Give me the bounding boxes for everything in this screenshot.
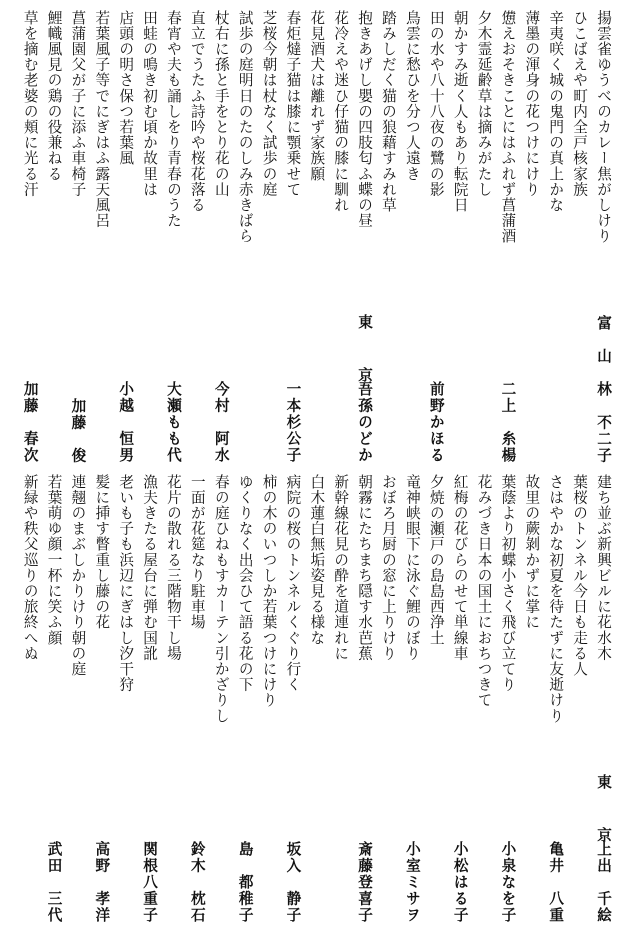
poem-column <box>328 10 352 464</box>
poet-name: 鈴木 枕石 <box>188 841 206 924</box>
poem-column <box>89 10 113 464</box>
haiku-text: 踏みしだく猫の狼藉すみれ草 <box>379 10 397 213</box>
poet-name: 一本杉公子 <box>284 381 302 464</box>
poem-column <box>209 474 233 924</box>
poem-column <box>496 474 520 924</box>
poet-name: 大瀬もも代 <box>164 381 182 464</box>
haiku-text: 草を摘む老婆の頬に光る汗 <box>21 10 39 198</box>
poem-column <box>18 10 42 464</box>
poem-column <box>591 10 615 464</box>
haiku-text: 杖右に孫と手をとり花の山 <box>212 10 230 198</box>
poem-column <box>233 474 257 924</box>
poem-column <box>376 474 400 924</box>
haiku-text: 若葉萌ゆ顔一杯に笑ふ顔 <box>45 474 63 646</box>
poet-location: 東 京 <box>595 774 612 854</box>
haiku-text: 若葉風子等でにぎはふ露天風呂 <box>93 10 111 229</box>
poet-name: 前野かほる <box>427 381 445 464</box>
haiku-text: 抱きあげし嬰の四肢匂ふ蝶の昼 <box>356 10 374 229</box>
haiku-text: 試歩の庭明日のたのしみ赤きばら <box>236 10 254 244</box>
poem-column <box>42 474 66 924</box>
haiku-text: 新緑や秩父巡りの旅終へぬ <box>21 474 39 662</box>
haiku-text: 辛夷咲く城の鬼門の真上かな <box>547 10 565 213</box>
haiku-text: 春宵や夫も誦しをり青春のうた <box>164 10 182 229</box>
haiku-text: 葉蔭より初蝶小さく飛び立てり <box>499 474 517 693</box>
poem-column <box>424 474 448 924</box>
poem-column <box>472 474 496 924</box>
poet-name: 今村 阿水 <box>212 381 230 464</box>
poet-name: 高野 孝洋 <box>93 841 111 924</box>
haiku-text: 店頭の明さ保つ若葉風 <box>117 10 135 166</box>
poem-column <box>185 10 209 464</box>
poem-column <box>18 474 42 924</box>
poem-column <box>304 474 328 924</box>
haiku-text: 竜神峡眼下に泳ぐ鯉のぼり <box>403 474 421 662</box>
poem-column <box>185 474 209 924</box>
poem-column <box>257 474 281 924</box>
haiku-text: 夕焼の瀬戸の島島西浄土 <box>427 474 445 646</box>
lower-section <box>6 474 615 924</box>
haiku-text: 連翹のまぶしかりけり朝の庭 <box>69 474 87 677</box>
poet-name: 関根八重子 <box>141 841 159 924</box>
upper-section <box>6 10 615 464</box>
poet-name: 上出 千絵 <box>595 841 612 924</box>
poem-column <box>304 10 328 464</box>
haiku-text: 朝霧にたちまち隠す水芭蕉 <box>356 474 374 662</box>
haiku-text: 直立でうたふ詩吟や桜花落る <box>188 10 206 213</box>
poem-column <box>137 10 161 464</box>
haiku-text: 夕木霊延齢草は摘みがたし <box>475 10 493 198</box>
haiku-text: 憊えおそきことにはふれず菖蒲酒 <box>499 10 517 244</box>
haiku-text: 朝かすみ逝く人もあり転院日 <box>451 10 469 213</box>
poet-name: 小越 恒男 <box>117 381 135 464</box>
poem-column <box>161 10 185 464</box>
poem-column <box>519 474 543 924</box>
poet-name: 坂入 静子 <box>284 841 302 924</box>
poet-name: 斎藤登喜子 <box>356 841 374 924</box>
poem-column <box>567 10 591 464</box>
poet-name: 武田 三代 <box>45 841 63 924</box>
haiku-text: 田蛙の鳴き初む頃か故里は <box>141 10 159 198</box>
poem-column <box>328 474 352 924</box>
haiku-text: 芝桜今朝は杖なく試歩の庭 <box>260 10 278 198</box>
haiku-text: 一面が花筵なり駐車場 <box>188 474 206 630</box>
haiku-text: 春の庭ひねもすカーテン引かざりし <box>212 474 230 724</box>
poem-column <box>281 10 305 464</box>
haiku-text: 病院の桜のトンネルくぐり行く <box>284 474 302 693</box>
haiku-text: 紅梅の花びらのせて単線車 <box>451 474 469 662</box>
poem-column <box>472 10 496 464</box>
poem-column <box>376 10 400 464</box>
haiku-text: 故里の蕨剝かずに掌に <box>523 474 541 630</box>
haiku-text: 鯉幟風見の鶏の役兼ねる <box>45 10 63 182</box>
haiku-text: 白木蓮白無垢姿見る様な <box>308 474 326 646</box>
haiku-text: 菖蒲園父が子に添ふ車椅子 <box>69 10 87 198</box>
poet-name: 吾孫のどか <box>356 381 374 464</box>
poet-name: 小室ミサヲ <box>403 841 421 924</box>
poet-name: 富 山 林 不二子 <box>595 314 612 464</box>
poem-column <box>591 474 615 924</box>
poem-column <box>352 10 376 464</box>
haiku-text: 新幹線花見の酔を道連れに <box>332 474 350 662</box>
haiku-text: 田の水や八十八夜の鷺の影 <box>427 10 445 198</box>
poem-column <box>543 474 567 924</box>
haiku-text: 花片の散れる三階物干し場 <box>164 474 182 662</box>
haiku-text: 揚雲雀ゆうべのカレー焦がしけり <box>595 10 612 244</box>
poem-column <box>42 10 66 464</box>
poem-column <box>400 10 424 464</box>
haiku-text: ゆくりなく出会ひて語る花の下 <box>236 474 254 693</box>
poet-name: 加藤 春次 <box>21 381 39 464</box>
poem-column <box>89 474 113 924</box>
haiku-text: 花見酒犬は離れず家族願 <box>308 10 326 182</box>
poem-column <box>209 10 233 464</box>
poem-column <box>161 474 185 924</box>
haiku-text: 薄墨の渾身の花つけにけり <box>523 10 541 198</box>
poem-column <box>281 474 305 924</box>
poem-column <box>424 10 448 464</box>
poem-column <box>519 10 543 464</box>
haiku-text: 老いも子も浜辺にぎはし汐干狩 <box>117 474 135 693</box>
haiku-text: さはやかな初夏を待たずに友逝けり <box>547 474 565 724</box>
haiku-text: 春炬燵子猫は膝に顎乗せて <box>284 10 302 198</box>
haiku-text: 建ち並ぶ新興ビルに花水木 <box>595 474 612 662</box>
poem-column <box>257 10 281 464</box>
poem-column <box>448 474 472 924</box>
haiku-text: 花みづき日本の国土におちつきて <box>475 474 493 708</box>
poem-column <box>66 474 90 924</box>
poet-name: 二上 糸楊 <box>499 381 517 464</box>
poem-column <box>567 474 591 924</box>
haiku-text: 葉桜のトンネル今日も走る人 <box>571 474 589 677</box>
poem-column <box>543 10 567 464</box>
poem-column <box>113 10 137 464</box>
poem-column <box>137 474 161 924</box>
haiku-text: 漁夫きたる屋台に弾む国訛 <box>141 474 159 662</box>
poem-column <box>113 474 137 924</box>
haiku-text: ひこばえや町内全戸核家族 <box>571 10 589 198</box>
poet-location: 東 京 <box>356 314 374 394</box>
poet-name: 島 都稚子 <box>236 841 254 924</box>
poet-name: 小松はる子 <box>451 841 469 924</box>
poet-name: 小泉なを子 <box>499 841 517 924</box>
poem-column <box>448 10 472 464</box>
poem-column <box>233 10 257 464</box>
haiku-text: 鳥雲に愁ひを分つ人遠き <box>403 10 421 182</box>
poet-name: 亀井 八重 <box>547 841 565 924</box>
haiku-text: おぼろ月厨の窓に上りけり <box>379 474 397 662</box>
haiku-text: 柿の木のいつしか若葉つけにけり <box>260 474 278 708</box>
haiku-text: 花冷えや迷ひ仔猫の膝に馴れ <box>332 10 350 213</box>
haiku-text: 髪に挿す瞥重し藤の花 <box>93 474 111 630</box>
poem-column <box>400 474 424 924</box>
poem-column <box>66 10 90 464</box>
poem-column <box>352 474 376 924</box>
poet-name: 加藤 俊 <box>69 397 87 464</box>
poem-column <box>496 10 520 464</box>
